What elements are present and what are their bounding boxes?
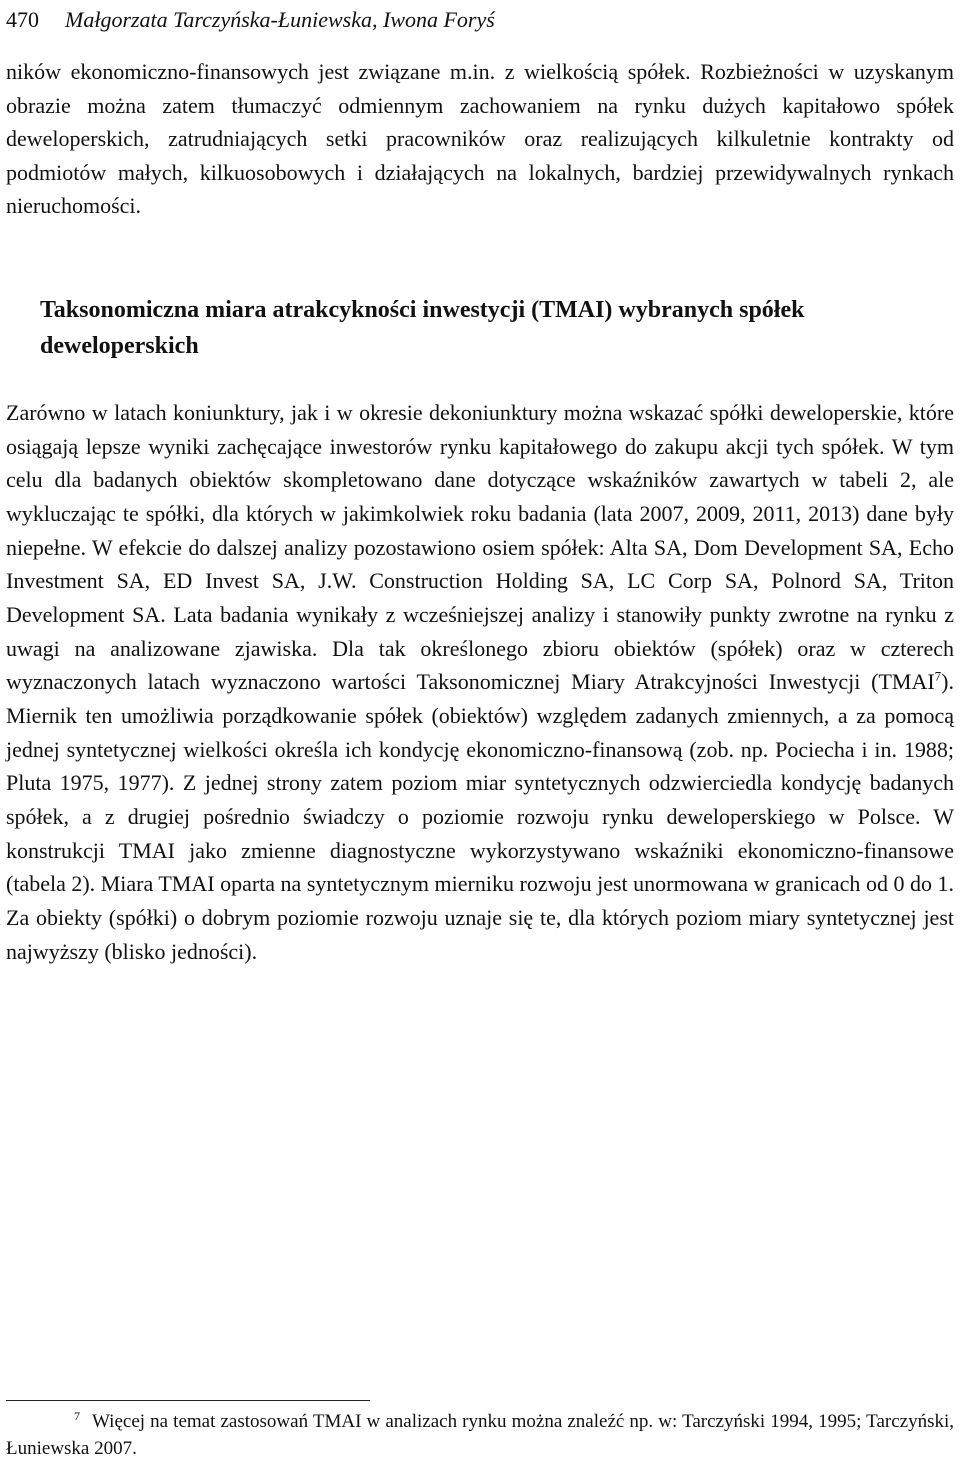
running-header	[6, 6, 495, 34]
body-paragraph-1: ników ekonomiczno-finansowych jest związane m.in. z wielkością spółek. Rozbieżności w uzyskanym obrazie można zatem tłumaczyć odmiennym zachowaniem na rynku dużych kapitałowo spółek deweloperskich, zatrudniających setki pracowników oraz realizujących kilkuletnie kontrakty od podmiotów małych, kilkuosobowych i działających na lokalnych, bardziej przewidywalnych rynkach nieruchomości.	[6, 59, 954, 219]
paragraph-2-text-end: ). Miernik ten umożliwia porządkowanie spółek (obiektów) względem zadanych zmiennych, a za pomocą jednej syntetycznej wielkości określa ich kondycję ekonomiczno-finansową (zob. np. Pociecha i in. 1988; Pluta 1975, 1977). Z jednej strony zatem poziom miar syntetycznych odzwierciedla kondycję badanych spółek, a z drugiej pośrednio świadczy o poziomie rozwoju rynku deweloperskiego w Polsce. W konstrukcji TMAI jako zmienne diagnostyczne wykorzystywano wskaźniki ekonomiczno-finansowe (tabela 2). Miara TMAI oparta na syntetycznym mierniku rozwoju jest unormowana w granicach od 0 do 1. Za obiekty (spółki) o dobrym poziomie rozwoju uznaje się te, dla których poziom miary syntetycznej jest najwyższy (blisko jedności).	[6, 669, 954, 964]
section-number	[6, 292, 40, 328]
section-heading	[6, 292, 954, 364]
footnote-text: Więcej na temat zastosowań TMAI w analizach rynku można znaleźć np. w: Tarczyński 1994, 1995; Tarczyński, Łuniewska 2007.	[6, 1411, 954, 1459]
footnote: 7 Więcej na temat zastosowań TMAI w analizach rynku można znaleźć np. w: Tarczyński 1994, 1995; Tarczyński, Łuniewska 2007.	[6, 1408, 954, 1459]
footnote-reference[interactable]: 7	[934, 668, 942, 684]
footnote-separator	[6, 1400, 370, 1401]
section-title: Taksonomiczna miara atrakcykności inwestycji (TMAI) wybranych spółek deweloperskich	[40, 297, 805, 359]
paragraph-2-text-start: Zarówno w latach koniunktury, jak i w okresie dekoniunktury można wskazać spółki deweloperskie, które osiągają lepsze wyniki zachęcające inwestorów rynku kapitałowego do zakupu akcji tych spółek. W tym celu dla badanych obiektów skompletowano dane dotyczące wskaźników zawartych w tabeli 2, ale wykluczając te spółki, dla których w jakimkolwiek roku badania (lata 2007, 2009, 2011, 2013) dane były niepełne. W efekcie do dalszej analizy pozostawiono osiem spółek: Alta SA, Dom Development SA, Echo Investment SA, ED Invest SA, J.W. Construction Holding SA, LC Corp SA, Polnord SA, Triton Development SA. Lata badania wynikały z wcześniejszej analizy i stanowiły punkty zwrotne na rynku z uwagi na analizowane zjawiska. Dla tak określonego zbioru obiektów (spółek) oraz w czterech wyznaczonych latach wyznaczono wartości Taksonomicznej Miary Atrakcyjności Inwestycji (TMAI	[6, 400, 954, 695]
body-paragraph-2	[6, 396, 954, 968]
running-header-authors: Małgorzata Tarczyńska-Łuniewska, Iwona Foryś	[65, 7, 495, 32]
page-number: 470	[6, 7, 39, 32]
